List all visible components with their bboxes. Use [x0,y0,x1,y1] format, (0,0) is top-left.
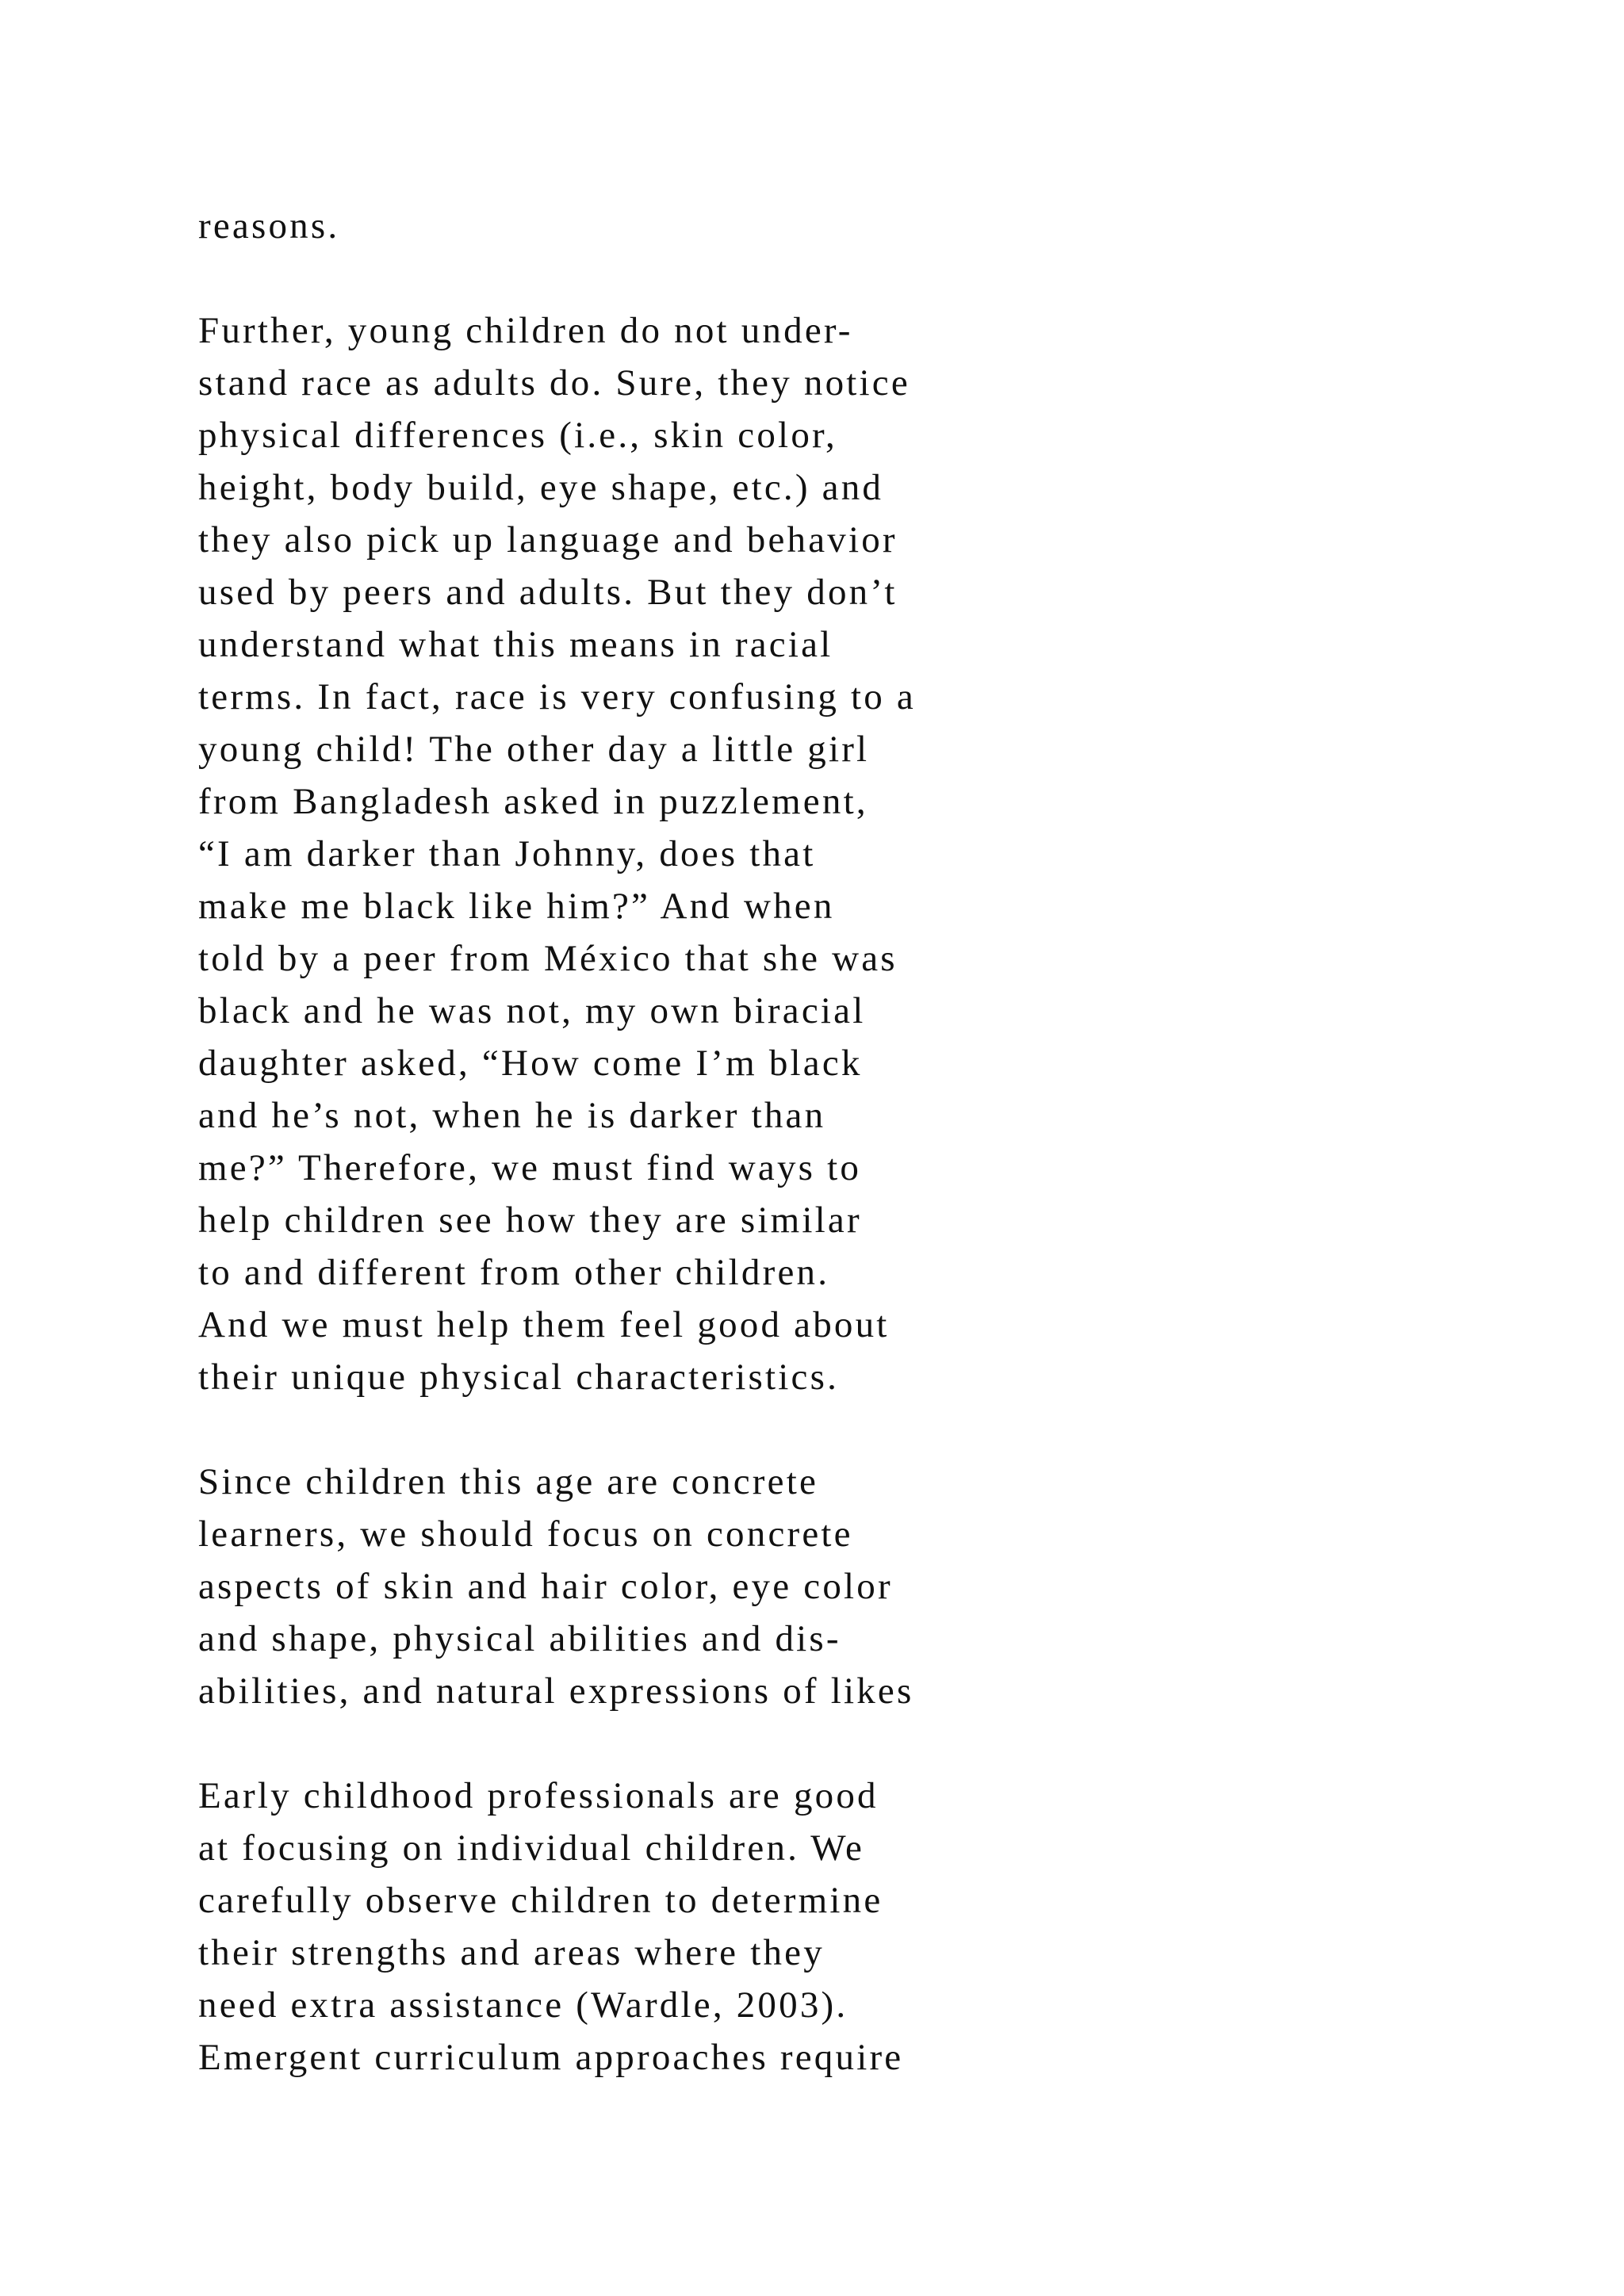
text-line: stand race as adults do. Sure, they notice [198,362,910,404]
text-line: And we must help them feel good about [198,1304,890,1345]
text-line: and shape, physical abilities and dis- [198,1618,841,1659]
text-line: young child! The other day a little girl [198,729,870,770]
text-line: Early childhood professionals are good [198,1775,879,1816]
text-line: they also pick up language and behavior [198,519,898,561]
text-line: help children see how they are similar [198,1200,862,1241]
text-line: learners, we should focus on concrete [198,1513,853,1555]
paragraph-gap [198,1717,1435,1770]
text-line: reasons. [198,205,340,247]
paragraph [198,304,1435,1403]
text-line: Since children this age are concrete [198,1461,819,1502]
text-line: daughter asked, “How come I’m black [198,1043,863,1084]
text-line: need extra assistance (Wardle, 2003). [198,1984,848,2026]
text-line: their strengths and areas where they [198,1932,825,1973]
paragraph [198,200,1435,252]
text-line: height, body build, eye shape, etc.) and [198,467,884,508]
text-line: make me black like him?” And when [198,886,835,927]
text-line: and he’s not, when he is darker than [198,1095,826,1136]
text-line: from Bangladesh asked in puzzlement, [198,781,868,822]
text-line: their unique physical characteristics. [198,1357,840,1398]
text-line: physical differences (i.e., skin color, [198,415,837,456]
text-line: “I am darker than Johnny, does that [198,833,816,874]
body-text [198,200,1435,2084]
text-line: at focusing on individual children. We [198,1827,865,1869]
text-line: abilities, and natural expressions of likes [198,1670,914,1712]
paragraph-gap [198,1403,1435,1456]
paragraph [198,1456,1435,1717]
paragraph-gap [198,252,1435,304]
text-line: told by a peer from México that she was [198,938,898,979]
text-line: understand what this means in racial [198,624,833,665]
text-line: black and he was not, my own biracial [198,990,866,1031]
text-line: Further, young children do not under- [198,310,853,351]
text-line: me?” Therefore, we must find ways to [198,1147,862,1188]
paragraph [198,1770,1435,2084]
text-line: used by peers and adults. But they don’t [198,572,898,613]
text-line: aspects of skin and hair color, eye color [198,1566,893,1607]
text-line: Emergent curriculum approaches require [198,2037,904,2078]
text-line: to and different from other children. [198,1252,830,1293]
text-line: carefully observe children to determine [198,1880,883,1921]
text-line: terms. In fact, race is very confusing to a [198,676,916,718]
